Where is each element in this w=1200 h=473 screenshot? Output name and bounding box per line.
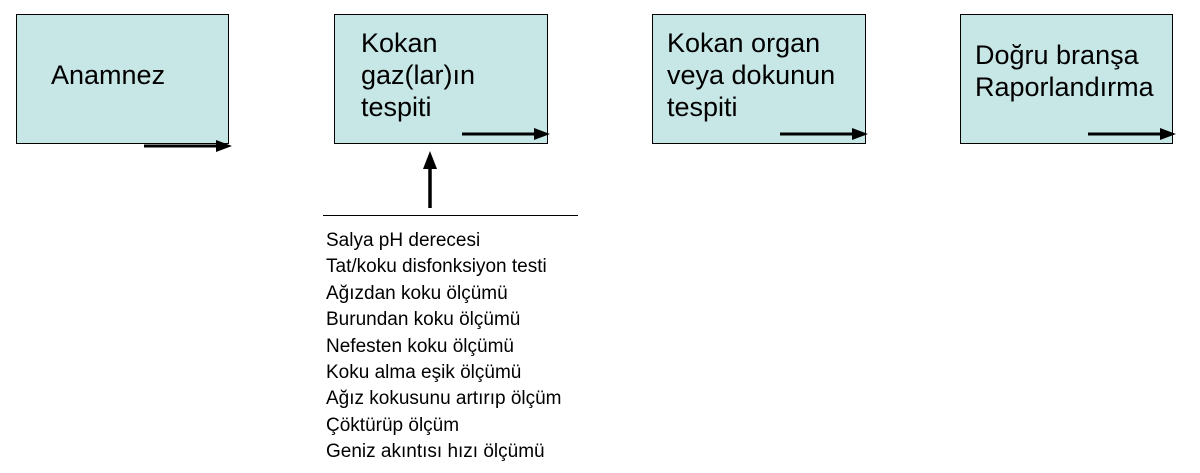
- step-label: Doğru branşa Raporlandırma: [975, 40, 1154, 102]
- right-arrow-icon: [1088, 127, 1178, 141]
- step-box-reporting: [960, 14, 1173, 144]
- methods-list: [326, 228, 562, 466]
- step-label: Anamnez: [51, 60, 166, 90]
- right-arrow-icon: [780, 127, 870, 141]
- methods-divider-line: [323, 215, 578, 216]
- list-item: Nefesten koku ölçümü: [326, 335, 514, 357]
- list-item: Geniz akıntısı hızı ölçümü: [326, 441, 545, 463]
- up-arrow-icon: [421, 151, 439, 209]
- step-box-anamnez: [16, 14, 229, 144]
- step-box-organ-detection: [652, 14, 866, 144]
- list-item: Burundan koku ölçümü: [326, 309, 521, 331]
- list-item: Ağız kokusunu artırıp ölçüm: [326, 388, 562, 410]
- right-arrow-icon: [144, 139, 234, 153]
- list-item: Tat/koku disfonksiyon testi: [326, 256, 547, 278]
- right-arrow-icon: [462, 127, 552, 141]
- step-label: Kokan organ veya dokunun tespiti: [667, 28, 836, 122]
- list-item: Salya pH derecesi: [326, 230, 481, 251]
- list-item: Çöktürüp ölçüm: [326, 414, 460, 436]
- step-label: Kokan gaz(lar)ın tespiti: [361, 28, 476, 122]
- list-item: Koku alma eşik ölçümü: [326, 362, 522, 384]
- step-box-gas-detection: [334, 14, 548, 144]
- list-item: Ağızdan koku ölçümü: [326, 282, 508, 304]
